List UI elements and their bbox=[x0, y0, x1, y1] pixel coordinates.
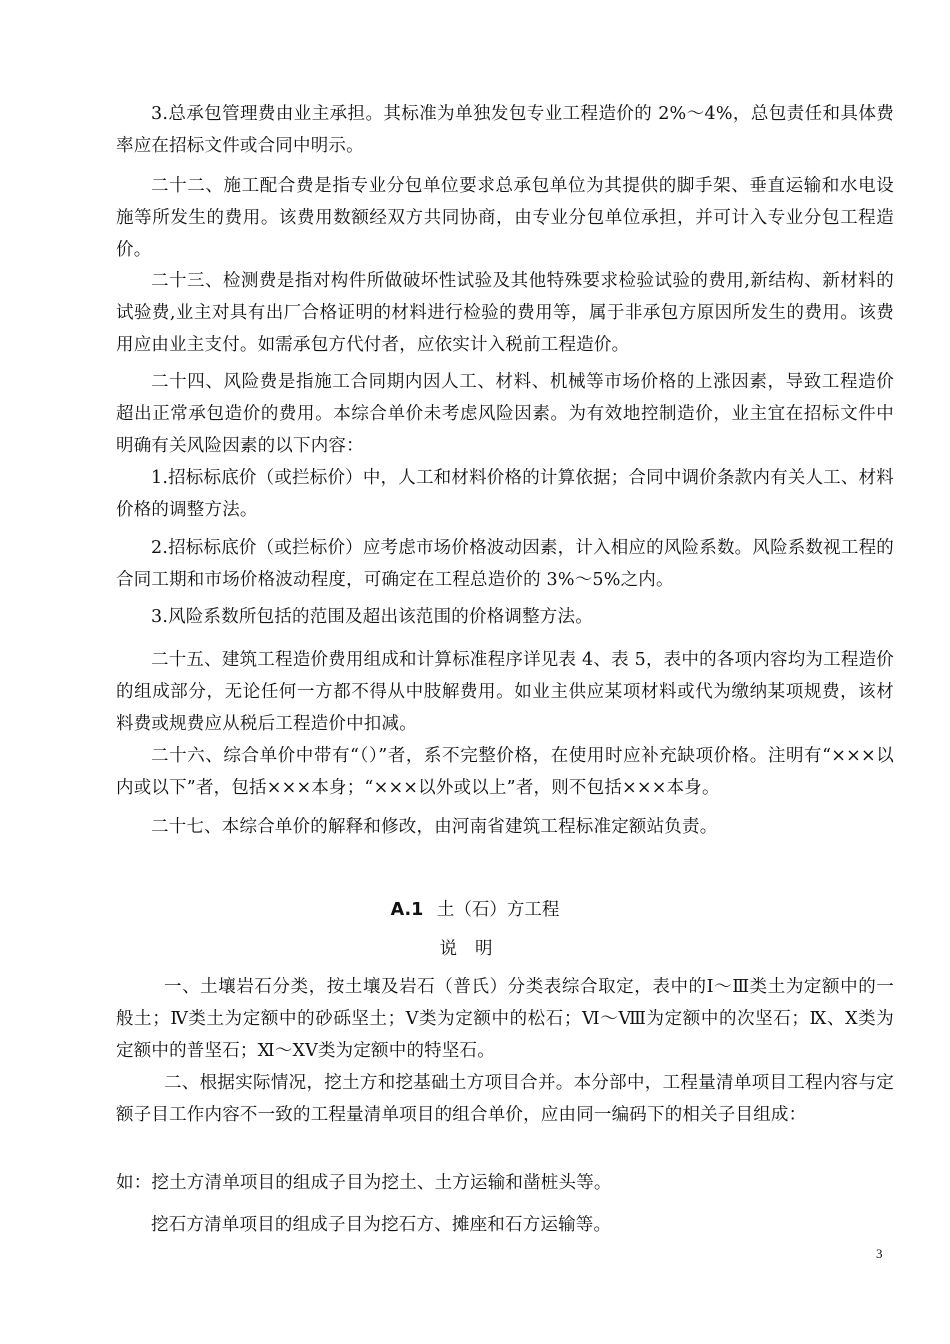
paragraph-general-manage-fee: 3.总承包管理费由业主承担。其标准为单独发包专业工程造价的 2%～4%，总包责任和具体费率应在招标文件或合同中明示。 bbox=[116, 104, 894, 156]
section-paragraph-1: 一、土壤岩石分类，按土壤及岩石（普氏）分类表综合取定，表中的Ⅰ～Ⅲ类土为定额中的一般土；Ⅳ类土为定额中的砂砾坚土；Ⅴ类为定额中的松石；Ⅵ～Ⅷ为定额中的次坚石；Ⅸ、Ⅹ类为定额中的普坚石；Ⅺ～ⅩⅤ类为定额中的特坚石。 bbox=[116, 977, 894, 1061]
section-label: A.1 bbox=[390, 900, 424, 920]
section-title: 土（石）方工程 bbox=[436, 900, 560, 920]
page-number: 3 bbox=[876, 1246, 883, 1261]
section-paragraph-4: 挖石方清单项目的组成子目为挖石方、摊座和石方运输等。 bbox=[151, 1215, 612, 1235]
paragraph-25: 二十五、建筑工程造价费用组成和计算标准程序详见表 4、表 5，表中的各项内容均为工程造价的组成部分，无论任何一方都不得从中肢解费用。如业主供应某项材料或代为缴纳某项规费，该材料费或规费应从税后工程造价中扣减。 bbox=[116, 650, 894, 734]
section-heading bbox=[0, 896, 950, 921]
paragraph-24-item-3: 3.风险系数所包括的范围及超出该范围的价格调整方法。 bbox=[151, 607, 593, 627]
paragraph-22: 二十二、施工配合费是指专业分包单位要求总承包单位为其提供的脚手架、垂直运输和水电设施等所发生的费用。该费用数额经双方共同协商，由专业分包单位承担，并可计入专业分包工程造价。 bbox=[116, 176, 894, 260]
section-paragraph-2: 二、根据实际情况，挖土方和挖基础土方项目合并。本分部中，工程量清单项目工程内容与定额子目工作内容不一致的工程量清单项目的组合单价，应由同一编码下的相关子目组成： bbox=[116, 1073, 894, 1125]
paragraph-27: 二十七、本综合单价的解释和修改，由河南省建筑工程标准定额站负责。 bbox=[151, 817, 718, 837]
section-subtitle: 说明 bbox=[439, 939, 511, 959]
paragraph-24-item-1: 1.招标标底价（或拦标价）中，人工和材料价格的计算依据；合同中调价条款内有关人工、材料价格的调整方法。 bbox=[116, 468, 894, 520]
paragraph-24: 二十四、风险费是指施工合同期内因人工、材料、机械等市场价格的上涨因素，导致工程造价超出正常承包造价的费用。本综合单价未考虑风险因素。为有效地控制造价，业主宜在招标文件中明确有关风险因素的以下内容： bbox=[116, 372, 894, 456]
paragraph-26: 二十六、综合单价中带有“（）”者，系不完整价格，在使用时应补充缺项价格。注明有“×××以内或以下”者，包括×××本身；“×××以外或以上”者，则不包括×××本身。 bbox=[116, 746, 894, 798]
paragraph-24-item-2: 2.招标标底价（或拦标价）应考虑市场价格波动因素，计入相应的风险系数。风险系数视工程的合同工期和市场价格波动程度，可确定在工程总造价的 3%～5%之内。 bbox=[116, 538, 894, 590]
paragraph-23: 二十三、检测费是指对构件所做破坏性试验及其他特殊要求检验试验的费用,新结构、新材料的试验费,业主对具有出厂合格证明的材料进行检验的费用等，属于非承包方原因所发生的费用。该费用应由业主支付。如需承包方代付者，应依实计入税前工程造价。 bbox=[116, 271, 894, 355]
section-paragraph-3: 如：挖土方清单项目的组成子目为挖土、土方运输和凿桩头等。 bbox=[116, 1173, 612, 1193]
